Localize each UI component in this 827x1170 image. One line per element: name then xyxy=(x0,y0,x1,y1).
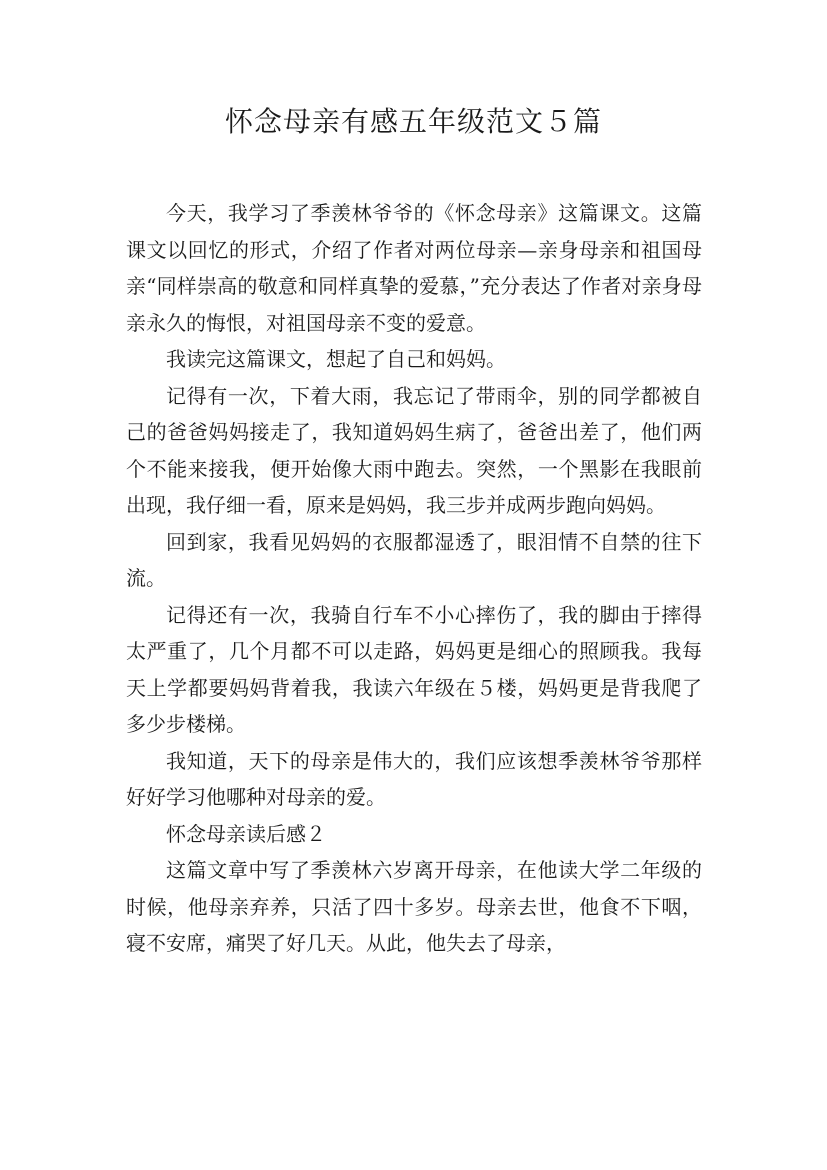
paragraph: 我知道，天下的母亲是伟大的，我们应该想季羡林爷爷那样好好学习他哪种对母亲的爱。 xyxy=(126,748,702,809)
paragraph: 我读完这篇课文，想起了自己和妈妈。 xyxy=(166,347,506,371)
paragraph: 记得还有一次，我骑自行车不小心摔伤了，我的脚由于摔得太严重了，几个月都不可以走路，妈妈更是细心的照顾我。我每天上学都要妈妈背着我，我读六年级在５楼，妈妈更是背我爬了多少步楼梯。 xyxy=(126,602,702,736)
document-body xyxy=(126,195,702,962)
paragraph: 这篇文章中写了季羡林六岁离开母亲，在他读大学二年级的时候，他母亲弃养，只活了四十多岁。母亲去世，他食不下咽，寝不安席，痛哭了好几天。从此，他失去了母亲， xyxy=(126,858,702,955)
section-heading: 怀念母亲读后感２ xyxy=(166,821,326,846)
paragraph: 今天，我学习了季羡林爷爷的《怀念母亲》这篇课文。这篇课文以回忆的形式，介绍了作者对两位母亲—亲身母亲和祖国母亲“同样崇高的敬意和同样真挚的爱慕，”充分表达了作者对亲身母亲永久的悔恨，对祖国母亲不变的爱意。 xyxy=(126,201,702,335)
paragraph: 记得有一次，下着大雨，我忘记了带雨伞，别的同学都被自己的爸爸妈妈接走了，我知道妈妈生病了，爸爸出差了，他们两个不能来接我，便开始像大雨中跑去。突然，一个黑影在我眼前出现，我仔细一看，原来是妈妈，我三步并成两步跑向妈妈。 xyxy=(126,383,702,517)
paragraph: 回到家，我看见妈妈的衣服都湿透了，眼泪情不自禁的往下流。 xyxy=(126,529,702,590)
document-title: 怀念母亲有感五年级范文５篇 xyxy=(224,105,602,138)
